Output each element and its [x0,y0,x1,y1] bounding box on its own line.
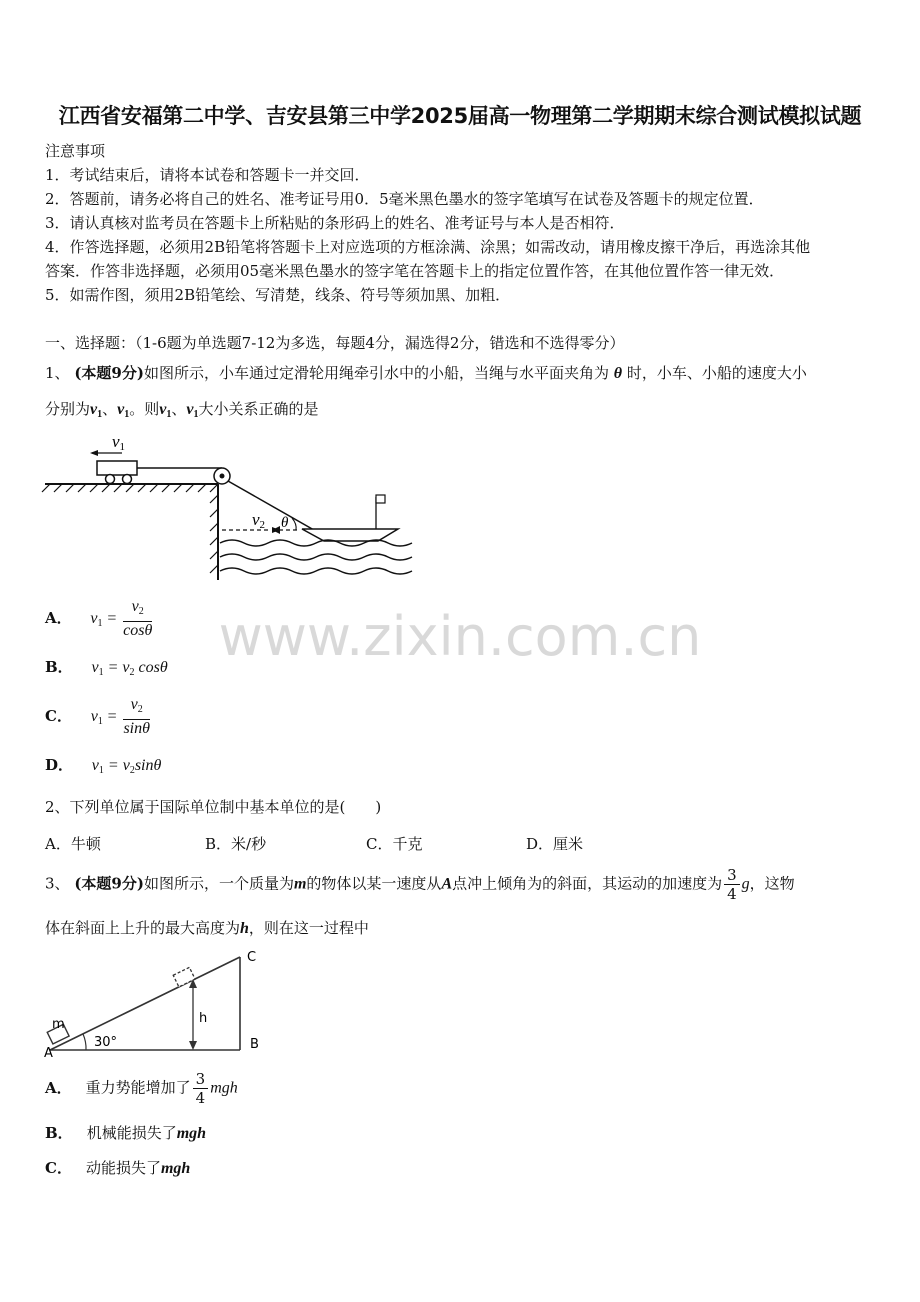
q1-option-a: A． $v_1$ = $\frac{v_2}{\cos\theta}$ [45,598,153,639]
fig-b-label: B [250,1037,259,1052]
page-title: 江西省安福第二中学、吉安县第三中学2025届高一物理第二学期期末综合测试模拟试题 [58,104,862,128]
q1-option-b: B． $v_1 = v_2$ cosθ [45,658,168,678]
notice-item: 2．答题前，请务必将自己的姓名、准考证号用0．5毫米黑色墨水的签字笔填写在试卷及答题卡的规定位置． [45,190,764,208]
fig-v2-label: v2 [252,510,266,531]
section-heading: 一、选择题：（1-6题为单选题7-12为多选，每题4分，漏选得2分，错选和不选得零分） [45,334,625,352]
notice-item: 1．考试结束后，请将本试卷和答题卡一并交回． [45,166,370,184]
q1-stem-line1: 1、 (本题9分)如图所示，小车通过定滑轮用绳牵引水中的小船，当绳与水平面夹角为 θ 时，小车、小船的速度大小 [45,364,807,382]
q3-option-c: C． 动能损失了mgh [45,1159,191,1177]
q2-option-a: A．牛顿 [45,835,101,853]
notice-item: 5．如需作图，须用2B铅笔绘、写清楚，线条、符号等须加黑、加粗． [45,286,511,304]
q1-stem-line2: 分别为$v_1$、$v_1$。则$v_1$、$v_1$大小关系正确的是 [45,400,319,420]
fig-angle-label: 30° [94,1035,118,1050]
q1-option-d: D． $v_1 = v_2\sin\theta$ [45,756,162,776]
fig-c-label: C [247,950,257,965]
notice-item: 3．请认真核对监考员在答题卡上所粘贴的条形码上的姓名、准考证号与本人是否相符． [45,214,625,232]
notice-item: 答案．作答非选择题，必须用05毫米黑色墨水的签字笔在答题卡上的指定位置作答，在其他位置作答一律无效． [45,262,785,280]
fig-h-label: h [199,1011,208,1026]
q2-option-b: B．米/秒 [205,835,267,853]
fig-v1-label: v1 [112,432,126,453]
fig-m-label: m [52,1017,65,1032]
q3-stem-line1: 3、 (本题9分)如图所示，一个质量为m的物体以某一速度从A点冲上倾角为的斜面，其运动的加速度为 $\frac{3}{4}$ g，这物 [45,866,795,903]
watermark: www.zixin.com.cn [218,605,702,668]
q2-option-d: D．厘米 [526,835,584,853]
q3-figure [40,945,280,1060]
q1-option-c: C． $v_1$ = $\frac{v_2}{\sin\theta}$ [45,696,150,737]
fig-a-label: A [44,1046,53,1060]
q3-option-a: A． 重力势能增加了 $\frac{3}{4}$ mgh [45,1070,238,1107]
q1-figure [40,425,420,590]
q3-stem-line2: 体在斜面上上升的最大高度为h，则在这一过程中 [45,919,369,937]
notice-item: 4．作答选择题，必须用2B铅笔将答题卡上对应选项的方框涂满、涂黑；如需改动，请用橡皮擦干净后，再选涂其他 [45,238,811,256]
fig-theta-label: θ [281,515,289,531]
q3-option-b: B． 机械能损失了mgh [45,1124,207,1142]
notice-heading: 注意事项 [45,142,106,160]
q2-stem: 2、下列单位属于国际单位制中基本单位的是( ) [45,798,382,816]
q2-option-c: C．千克 [366,835,423,853]
